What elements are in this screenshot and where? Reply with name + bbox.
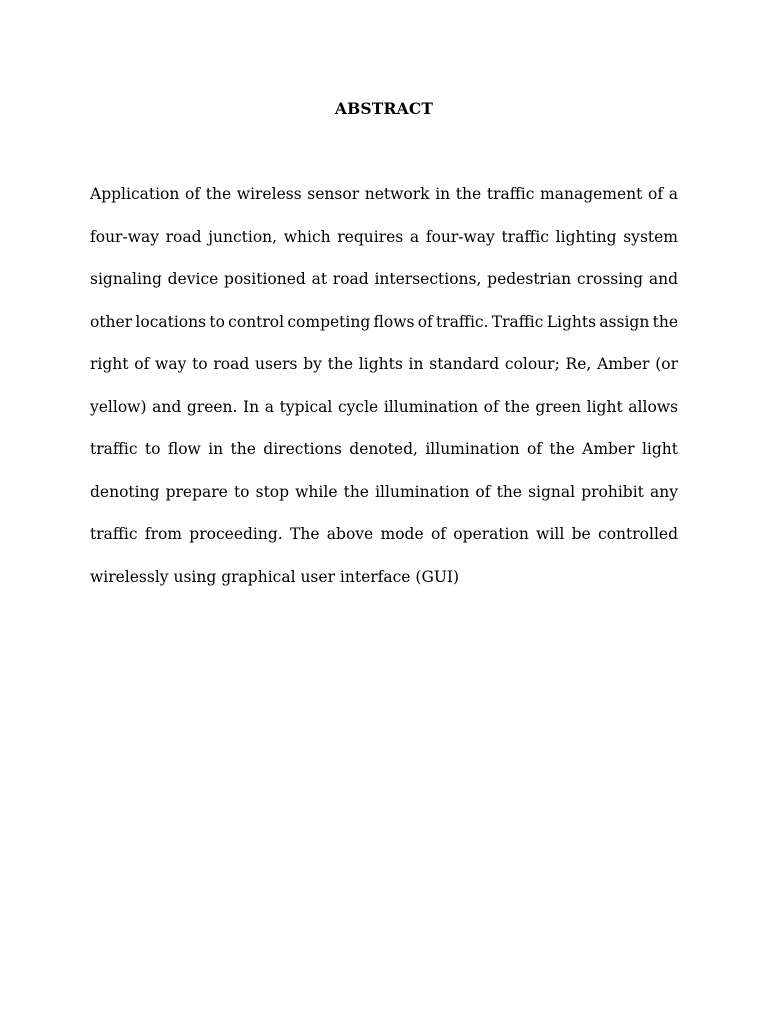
abstract-paragraph [90,173,678,598]
abstract-line: traffic from proceeding. The above mode of operation will be controlled [90,525,678,543]
abstract-heading: ABSTRACT [334,99,434,118]
abstract-line: denoting prepare to stop while the illumination of the signal prohibit any [90,482,678,501]
abstract-line: traffic to flow in the directions denoted, illumination of the Amber light [90,440,678,458]
abstract-line: other locations to control competing flows of traffic. Traffic Lights assign the [90,312,678,331]
abstract-line: signaling device positioned at road intersections, pedestrian crossing and [90,270,678,288]
abstract-line: yellow) and green. In a typical cycle illumination of the green light allows [90,397,678,416]
abstract-line: wirelessly using graphical user interface (GUI) [90,567,460,586]
abstract-line: Application of the wireless sensor network in the traffic management of a [90,185,678,203]
abstract-line: right of way to road users by the lights in standard colour; Re, Amber (or [90,355,678,373]
abstract-line: four-way road junction, which requires a four-way traffic lighting system [90,227,678,246]
